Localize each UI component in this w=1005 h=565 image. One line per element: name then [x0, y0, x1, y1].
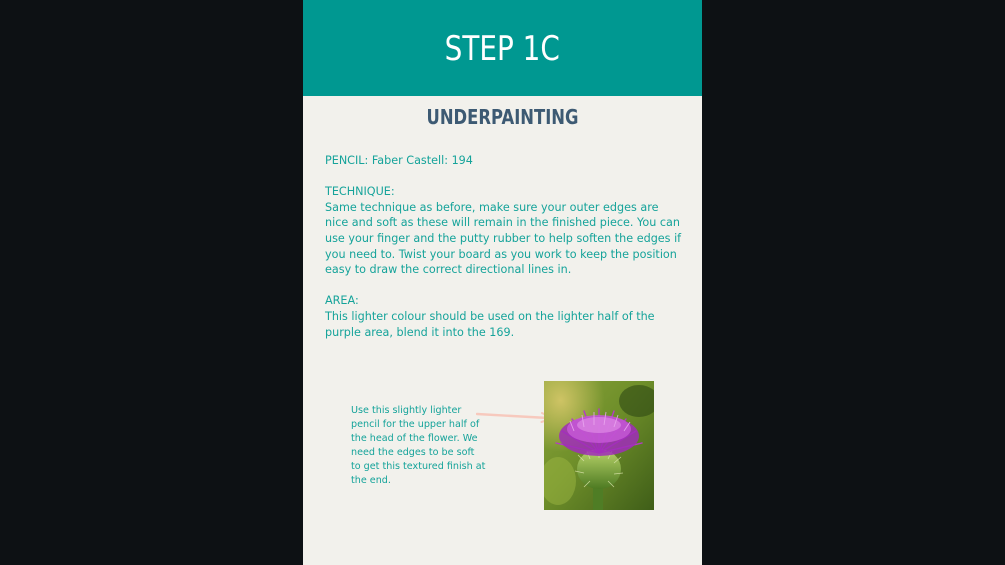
- spacer: [325, 169, 685, 185]
- instruction-page: [303, 0, 702, 565]
- technique-text: Same technique as before, make sure your outer edges are nice and soft as these will remain in the finished piece. You can use your finger and the putty rubber to help soften the edges if you need to. Twist your board as you work to keep the position easy to draw the correct directional lines in.: [325, 200, 682, 277]
- section-subtitle: UNDERPAINTING: [426, 105, 579, 129]
- thistle-flower-icon: [544, 381, 654, 510]
- thistle-flower-image: [544, 381, 654, 510]
- area-heading: AREA:: [325, 294, 359, 308]
- pencil-line: PENCIL: Faber Castell: 194: [325, 154, 473, 167]
- instruction-body: [325, 153, 685, 340]
- header-banner: [303, 0, 702, 96]
- area-text: This lighter colour should be used on the lighter half of the purple area, blend it into the 169.: [325, 309, 655, 339]
- annotation-note: Use this slightly lighter pencil for the upper half of the head of the flower. We need the edges to be soft to get this textured finish at the end.: [351, 405, 486, 486]
- spacer: [325, 278, 685, 294]
- technique-heading: TECHNIQUE:: [325, 185, 395, 199]
- page-title: STEP 1C: [444, 29, 561, 69]
